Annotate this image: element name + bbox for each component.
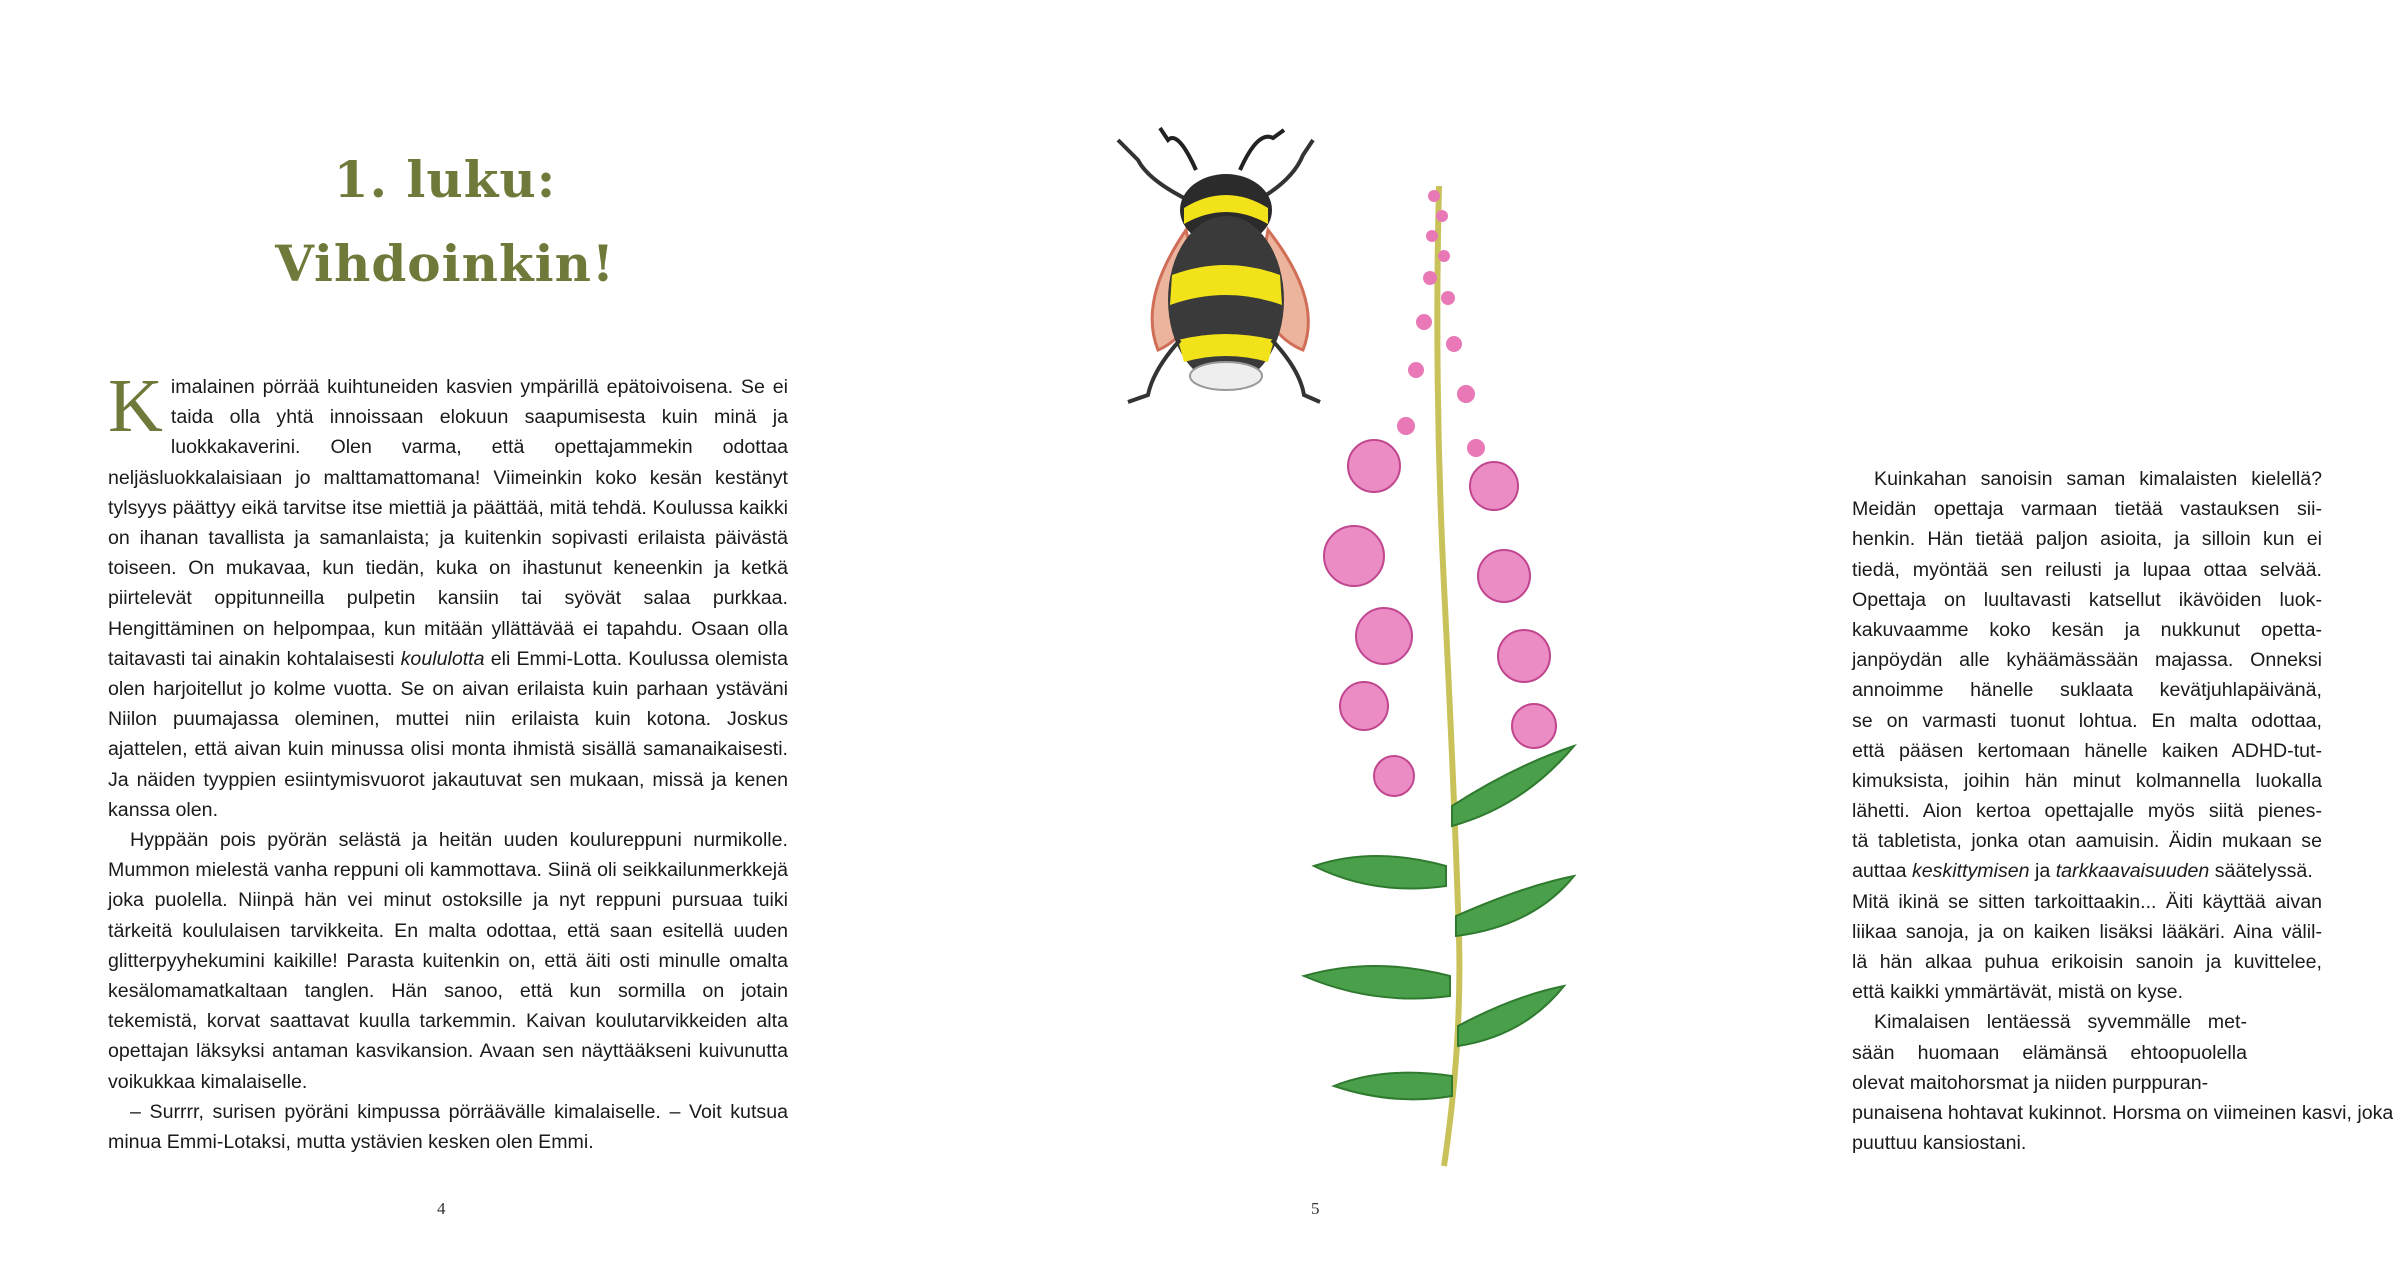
text-line: Meidän opettaja varmaan tietää vastauksen sii- <box>1852 498 2322 521</box>
text-line: puuttuu kansiostani. <box>1852 1132 2027 1155</box>
italic-fragment: tarkkaavaisuuden <box>2055 860 2210 883</box>
paragraph-2: Hyppään pois pyörän selästä ja heitän uuden koulureppuni nurmikolle. Mummon mielestä vanha reppuni oli kammottava. Siinä oli seikkailunmerkkejä joka puolella. Niinpä hän vei minut ostoksille ja nyt reppuni pursuaa tuiki tärkeitä koululaisen tarvikkeita. En malta odottaa, että saan esitellä uuden glitterpyyhekumini kaikille! Parasta kuitenkin on, että äiti osti minulle omalta kesälomamatkaltaan tanglen. Hän sanoo, että kun sormilla on jotain tekemistä, korvat saattavat kuulla tarkemmin. Kaivan koulutarvikkeiden alta opettajan läksyksi antaman kasvikansion. Avaan sen näyttääkseni kuivunutta voikukkaa kimalaiselle. <box>108 829 788 1093</box>
paragraph-3: – Surrrr, surisen pyöräni kimpussa pörräävälle kimalaiselle. – Voit kutsua minua Emmi-Lotaksi, mutta ystävien kesken olen Emmi. <box>108 1100 788 1154</box>
paragraph-1 <box>108 364 788 825</box>
drop-cap: K <box>108 364 163 448</box>
left-body-text <box>108 364 788 1157</box>
text-line: lähetti. Aion kertoa opettajalle myös siitä pienes- <box>1852 800 2322 823</box>
text-fragment: ja <box>2034 860 2051 883</box>
text-line: annoimme hänelle suklaata kevätjuhlapäivänä, <box>1852 679 2322 702</box>
text-fragment: säätelyssä. <box>2214 860 2313 883</box>
left-page <box>0 0 874 1276</box>
text-line-mixed <box>1852 856 2322 886</box>
chapter-name: Vihdoinkin! <box>275 234 615 293</box>
text-line: kakuvaamme koko kesän ja nukkunut opetta- <box>1852 618 2322 641</box>
text-line: janpöydän alle kyhäämässään majassa. Onneksi <box>1852 649 2322 672</box>
text-line: tiedä, myöntää sen reilusti ja lupaa ottaa selvää. <box>1852 558 2322 581</box>
text-line: henkin. Hän tietää paljon asioita, ja silloin kun ei <box>1852 528 2322 551</box>
chapter-title <box>100 138 790 306</box>
paragraph-1-italic: koululotta <box>400 647 485 670</box>
text-line: se on varmasti tuonut lohtua. En malta odottaa, <box>1852 709 2322 732</box>
fireweed-illustration <box>1274 186 1584 1166</box>
text-line: olevat maitohorsmat ja niiden purppuran- <box>1852 1071 2209 1094</box>
text-line: Opettaja on luultavasti katsellut ikävöiden luok- <box>1852 588 2322 611</box>
text-line: sään huomaan elämänsä ehtoopuolella <box>1852 1041 2247 1064</box>
text-line: punaisena hohtavat kukinnot. Horsma on viimeinen kasvi, joka <box>1852 1101 2393 1124</box>
italic-fragment: keskittymisen <box>1911 860 2030 883</box>
paragraph-1-text: imalainen pörrää kuihtuneiden kasvien ympärillä epätoivoisena. Se ei taida olla yhtä innoissaan elokuun saapumisesta kuin minä ja luokkakaverini. Olen varma, että opettajammekin odottaa neljäsluokkalaisiaan jo malttamattomana! Viimeinkin koko kesän kestänyt tylsyys päättyy eikä tarvitse itse miettiä ja päättää, mitä tehdä. Koulussa kaikki on ihanan tavallista ja samanlaista; ja kuitenkin sopivasti erilaista päivästä toiseen. On mukavaa, kun tiedän, kuka on ihastunut keneenkin ja ketkä piirtelevät oppitunneilla pulpetin kansiin tai syövät salaa purkkaa. Hengittäminen on helpompaa, kun mitään yllättävää ei tapahdu. Osaan olla taitavasti tai ainakin kohtalaisesti <box>108 376 788 670</box>
text-line: liikaa sanoja, ja on kaiken lisäksi lääkäri. Aina välil- <box>1852 920 2322 943</box>
text-line: tä tabletista, jonka otan aamuisin. Äidin mukaan se <box>1852 830 2322 853</box>
text-line: että kaikki ymmärtävät, mistä on kyse. <box>1852 981 2184 1004</box>
text-line: lä hän alkaa puhua erikoisin sanoin ja kuvittelee, <box>1852 951 2322 973</box>
page-number-right: 5 <box>1311 1199 1320 1218</box>
text-line: että pääsen kertomaan hänelle kaiken ADHD-tut- <box>1852 739 2322 762</box>
right-page <box>874 0 2393 1276</box>
text-fragment: auttaa <box>1852 860 1907 883</box>
text-line: Kimalaisen lentäessä syvemmälle met- <box>1874 1011 2247 1034</box>
right-body-text <box>1852 464 2393 1158</box>
chapter-number: 1. luku: <box>333 150 557 209</box>
text-line: Mitä ikinä se sitten tarkoittaakin... Äiti käyttää aivan <box>1852 890 2322 913</box>
text-line: kimuksista, joihin hän minut kolmannella luokalla <box>1852 769 2322 792</box>
page-number-left: 4 <box>437 1199 446 1218</box>
paragraph-1-end: eli Emmi-Lotta. Koulussa olemista olen harjoitellut jo kolme vuotta. Se on aivan erilaista kuin parhaan ystäväni Niilon puumajassa oleminen, muttei niin erilaista kuin kotona. Joskus ajattelen, että aivan kuin minussa olisi monta ihmistä sisällä samanaikaisesti. Ja näiden tyyppien esiintymisvuorot jakautuvat sen mukaan, missä ja kenen kanssa olen. <box>108 647 788 821</box>
text-line: Kuinkahan sanoisin saman kimalaisten kielellä? <box>1874 468 2322 490</box>
